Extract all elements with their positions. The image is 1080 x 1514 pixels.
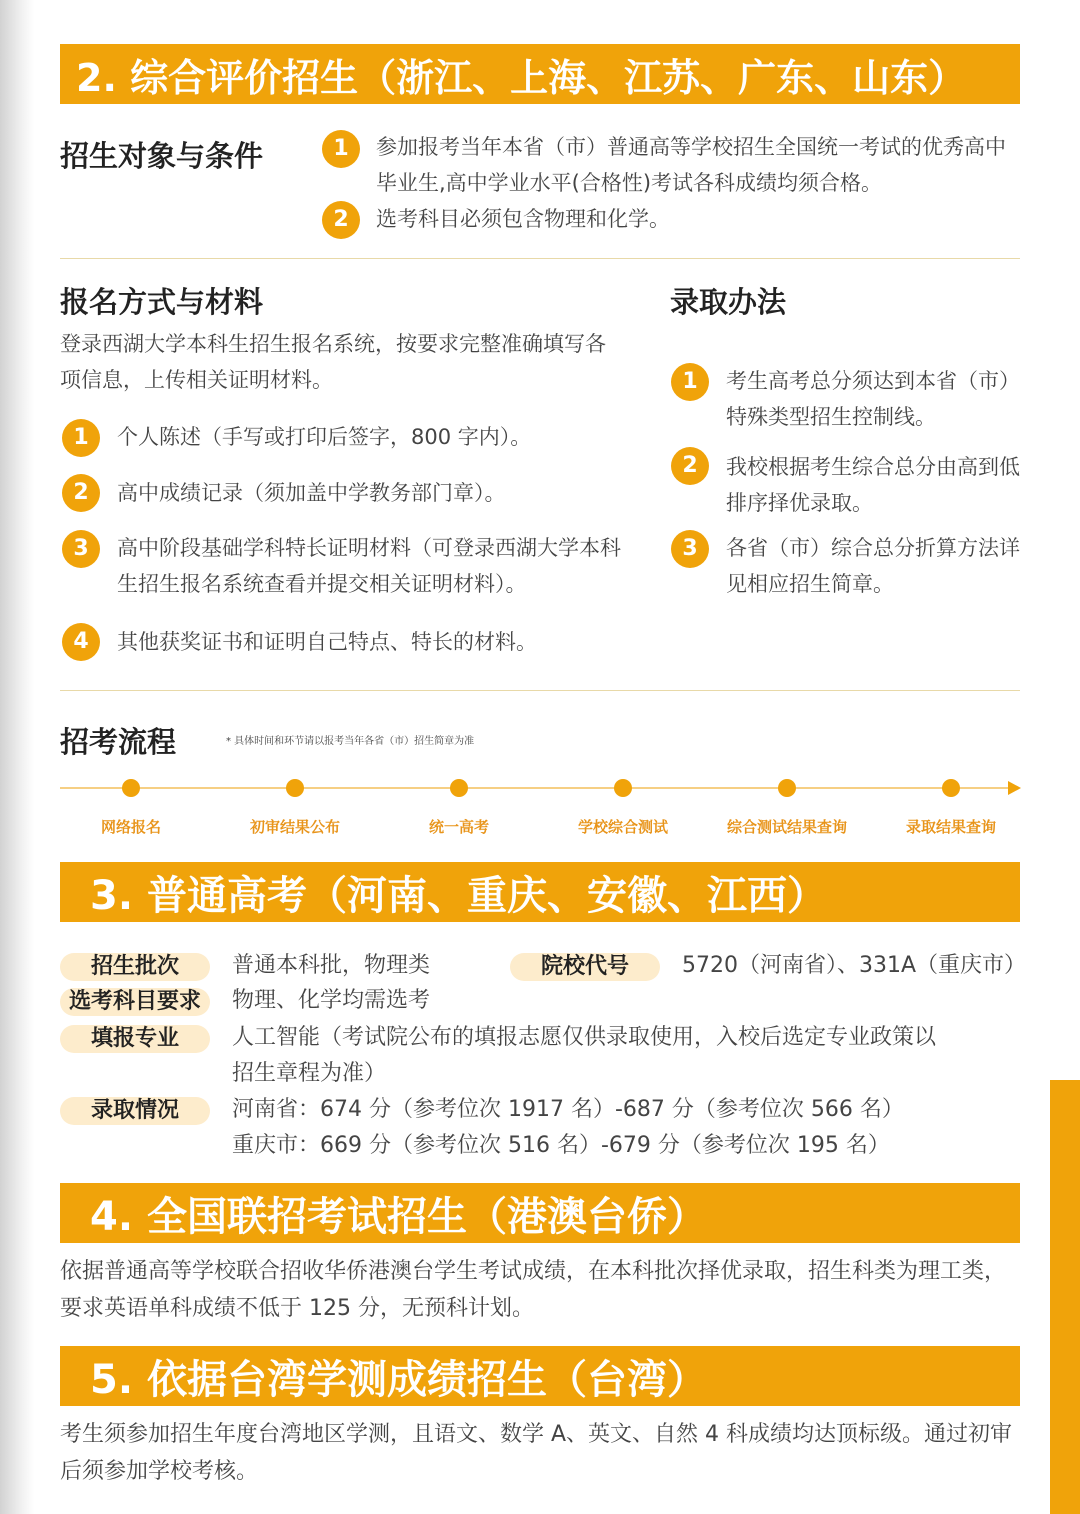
flow-step-3: 统一高考 xyxy=(428,818,489,836)
page-edge-shadow xyxy=(0,0,34,1514)
flow-step-6: 录取结果查询 xyxy=(905,818,996,836)
result-label: 录取情况 xyxy=(60,1097,210,1125)
admit-item-1-text: 考生高考总分须达到本省（市）特殊类型招生控制线。 xyxy=(726,369,1020,429)
section-3-title: 3. 普通高考（河南、重庆、安徽、江西） xyxy=(90,872,827,919)
admit-item-2-text: 我校根据考生综合总分由高到低排序择优录取。 xyxy=(726,455,1020,515)
result-chongqing: 重庆市：669 分（参考位次 516 名）-679 分（参考位次 195 名） xyxy=(232,1133,890,1158)
section-5-banner xyxy=(60,1346,1020,1406)
flow-step-1: 网络报名 xyxy=(100,818,161,836)
target-item-2-text: 选考科目必须包含物理和化学。 xyxy=(376,207,670,231)
admit-item-1-number: 1 xyxy=(671,363,709,401)
batch-value: 普通本科批，物理类 xyxy=(232,953,431,978)
flow-step-dot xyxy=(122,779,140,797)
divider xyxy=(60,690,1020,691)
apply-item-3-text: 高中阶段基础学科特长证明材料（可登录西湖大学本科生招生报名系统查看并提交相关证明材料）。 xyxy=(117,536,621,596)
apply-item-1-text: 个人陈述（手写或打印后签字，800 字内）。 xyxy=(117,425,532,449)
admit-item-3-text: 各省（市）综合总分折算方法详见相应招生简章。 xyxy=(726,536,1020,596)
major-label: 填报专业 xyxy=(60,1025,210,1053)
school-code-label: 院校代号 xyxy=(510,953,660,981)
major-value-line-1: 人工智能（考试院公布的填报志愿仅供录取使用，入校后选定专业政策以 xyxy=(232,1025,937,1050)
result-henan: 河南省：674 分（参考位次 1917 名）-687 分（参考位次 566 名） xyxy=(232,1097,904,1122)
flow-step-dot xyxy=(942,779,960,797)
flow-arrow-icon xyxy=(1008,781,1021,795)
flow-note: * 具体时间和环节请以报考当年各省（市）招生简章为准 xyxy=(226,736,475,747)
target-item-2-number: 2 xyxy=(322,201,360,239)
section-5-body: 考生须参加招生年度台湾地区学测，且语文、数学 A、英文、自然 4 科成绩均达顶标级。通过初审后须参加学校考核。 xyxy=(60,1422,1013,1484)
subject-value: 物理、化学均需选考 xyxy=(232,988,431,1013)
section-5-title: 5. 依据台湾学测成绩招生（台湾） xyxy=(90,1356,707,1403)
apply-item-1-number: 1 xyxy=(62,419,100,457)
page-side-tab xyxy=(1050,1080,1080,1514)
target-item-1-number: 1 xyxy=(322,130,360,168)
apply-item-4-text: 其他获奖证书和证明自己特点、特长的材料。 xyxy=(117,630,537,654)
flow-heading: 招考流程 xyxy=(60,725,177,759)
divider xyxy=(60,258,1020,259)
section-4-banner xyxy=(60,1183,1020,1243)
flow-step-4: 学校综合测试 xyxy=(577,818,668,836)
section-3-banner xyxy=(60,862,1020,922)
subject-label: 选考科目要求 xyxy=(60,988,210,1016)
apply-item-2-text: 高中成绩记录（须加盖中学教务部门章）。 xyxy=(117,481,506,505)
flow-step-5: 综合测试结果查询 xyxy=(726,818,847,836)
flow-step-dot xyxy=(614,779,632,797)
major-value-line-2: 招生章程为准） xyxy=(232,1061,387,1086)
admit-item-2-number: 2 xyxy=(671,447,709,485)
section-4-title: 4. 全国联招考试招生（港澳台侨） xyxy=(90,1193,707,1240)
section-2-title: 2. 综合评价招生（浙江、上海、江苏、广东、山东） xyxy=(76,55,967,100)
apply-item-3-number: 3 xyxy=(62,530,100,568)
flow-timeline xyxy=(60,787,1012,789)
admit-item-3-number: 3 xyxy=(671,530,709,568)
school-code-value: 5720（河南省）、331A（重庆市） xyxy=(682,953,1027,978)
flow-step-2: 初审结果公布 xyxy=(249,818,340,836)
target-item-1-text: 参加报考当年本省（市）普通高等学校招生全国统一考试的优秀高中毕业生,高中学业水平(合格性)考试各科成绩均须合格。 xyxy=(376,135,1006,195)
target-heading: 招生对象与条件 xyxy=(60,139,264,173)
apply-heading: 报名方式与材料 xyxy=(60,285,264,319)
batch-label: 招生批次 xyxy=(60,953,210,981)
flow-step-dot xyxy=(778,779,796,797)
apply-intro: 登录西湖大学本科生招生报名系统，按要求完整准确填写各项信息，上传相关证明材料。 xyxy=(60,332,606,392)
apply-item-4-number: 4 xyxy=(62,623,100,661)
apply-item-2-number: 2 xyxy=(62,474,100,512)
section-4-body: 依据普通高等学校联合招收华侨港澳台学生考试成绩，在本科批次择优录取，招生科类为理工类，要求英语单科成绩不低于 125 分，无预科计划。 xyxy=(60,1259,1007,1321)
admit-heading: 录取办法 xyxy=(670,285,787,319)
section-2-banner xyxy=(60,44,1020,104)
flow-step-dot xyxy=(286,779,304,797)
flow-step-dot xyxy=(450,779,468,797)
